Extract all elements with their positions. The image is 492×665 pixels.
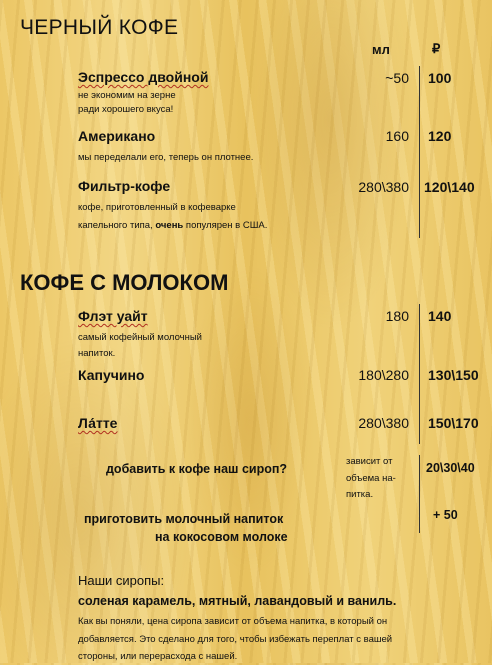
syrup-note-3: питка. <box>346 489 374 500</box>
section-title-black-coffee: ЧЕРНЫЙ КОФЕ <box>20 16 179 39</box>
item-ml-espresso: ~50 <box>385 70 409 86</box>
item-name-americano: Американо <box>78 128 156 144</box>
syrups-text-2: добавляется. Это сделано для того, чтобы избежать переплат с вашей <box>78 634 393 645</box>
price-divider-coconut <box>419 505 420 533</box>
item-price-latte: 150\170 <box>428 415 479 431</box>
item-price-americano: 120 <box>428 128 452 144</box>
item-name-cappuccino: Капучино <box>78 367 145 383</box>
item-price-flat-white: 140 <box>428 308 452 324</box>
item-ml-cappuccino: 180\280 <box>358 367 409 383</box>
syrup-note-2: объема на- <box>346 473 396 484</box>
column-header-ml: мл <box>372 42 390 57</box>
item-price-filter: 120\140 <box>424 179 475 195</box>
syrups-title: Наши сиропы: <box>78 573 165 588</box>
coconut-label-2: на кокосовом молоке <box>155 530 288 544</box>
syrups-list: соленая карамель, мятный, лавандовый и ваниль. <box>78 594 397 608</box>
syrup-note-1: зависит от <box>346 456 393 467</box>
item-desc-flat-white-1: самый кофейный молочный <box>78 332 202 343</box>
item-desc-espresso-2: ради хорошего вкуса! <box>78 104 174 115</box>
item-desc-filter-2: капельного типа, очень популярен в США. <box>78 220 268 231</box>
price-divider-milk <box>419 304 420 444</box>
column-header-price: ₽ <box>432 41 441 56</box>
item-ml-latte: 280\380 <box>358 415 409 431</box>
item-price-cappuccino: 130\150 <box>428 367 479 383</box>
coconut-price: + 50 <box>433 508 458 522</box>
item-ml-filter: 280\380 <box>358 179 409 195</box>
item-ml-americano: 160 <box>385 128 409 144</box>
item-name-espresso: Эспрессо двойной <box>78 69 209 85</box>
item-name-flat-white: Флэт уайт <box>78 308 148 324</box>
item-desc-filter-1: кофе, приготовленный в кофеварке <box>78 202 236 213</box>
item-price-espresso: 100 <box>428 70 452 86</box>
item-ml-flat-white: 180 <box>385 308 409 324</box>
syrups-text-1: Как вы поняли, цена сиропа зависит от объема напитка, в который он <box>78 616 388 627</box>
item-desc-espresso-1: не экономим на зерне <box>78 90 176 101</box>
coconut-label-1: приготовить молочный напиток <box>84 512 284 526</box>
price-divider <box>419 66 420 238</box>
syrup-addon-label: добавить к кофе наш сироп? <box>106 462 288 476</box>
section-title-milk-coffee: КОФЕ С МОЛОКОМ <box>20 270 229 295</box>
syrups-text-3: стороны, или перерасхода с нашей. <box>78 651 238 662</box>
item-name-filter: Фильтр-кофе <box>78 178 171 194</box>
item-desc-americano: мы переделали его, теперь он плотнее. <box>78 152 254 163</box>
price-divider-syrup <box>419 455 420 507</box>
item-desc-flat-white-2: напиток. <box>78 348 116 359</box>
item-name-latte: Ла́тте <box>78 415 118 431</box>
syrup-addon-price: 20\30\40 <box>426 461 475 475</box>
